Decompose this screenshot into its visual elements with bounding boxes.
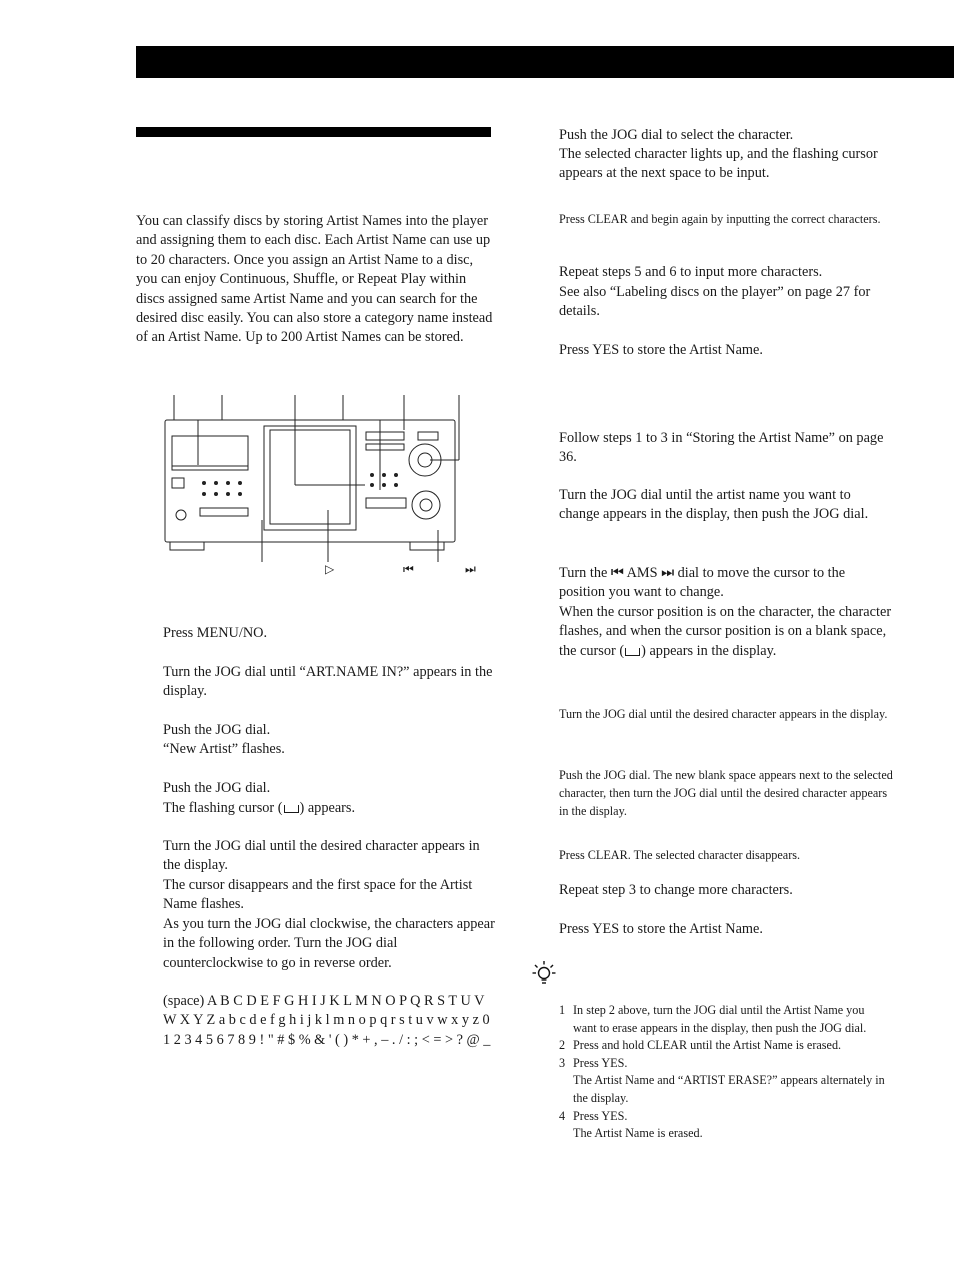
- change-step-3b: When the cursor position is on the character, the character flashes, and when the cursor position is on a blank space, the cursor ( ) appears in the display.: [559, 604, 892, 659]
- step-5c: As you turn the JOG dial clockwise, the characters appear in the following order. Turn the JOG dial counterclockwise to go in reverse order.: [163, 916, 495, 971]
- ams-next-icon: ⏭: [465, 562, 476, 576]
- step-4b: The flashing cursor ( ) appears.: [163, 800, 356, 816]
- change-step-1: Follow steps 1 to 3 in “Storing the Artist Name” on page 36.: [559, 430, 884, 466]
- change-step-2: Turn the JOG dial until the artist name you want to change appears in the display, then push the JOG dial.: [559, 487, 869, 523]
- change-step-5: Press YES to store the Artist Name.: [559, 921, 763, 937]
- tip-item: 1 In step 2 above, turn the JOG dial until the Artist Name you want to erase appears in the display, then push the JOG dial.: [559, 1003, 867, 1035]
- tip-item: 3 Press YES. The Artist Name and “ARTIST ERASE?” appears alternately in the display.: [559, 1055, 885, 1105]
- tip-item: 4 Press YES. The Artist Name is erased.: [559, 1108, 703, 1141]
- step-2: Turn the JOG dial until “ART.NAME IN?” appears in the display.: [163, 664, 493, 700]
- step-5b: The cursor disappears and the first space for the Artist Name flashes.: [163, 877, 473, 913]
- ams-next-icon: ⏭: [661, 565, 675, 581]
- step-7b: See also “Labeling discs on the player” on page 27 for details.: [559, 284, 871, 320]
- section-rule: [136, 127, 491, 137]
- player-illustration: [160, 390, 500, 580]
- step-3a: Push the JOG dial.: [163, 722, 271, 738]
- step-3b: “New Artist” flashes.: [163, 741, 285, 757]
- step-1: Press MENU/NO.: [163, 625, 268, 641]
- erase-tips: [559, 1002, 889, 1143]
- step-6b: The selected character lights up, and the flashing cursor appears at the next space to be input.: [559, 146, 878, 182]
- change-note-2: Push the JOG dial. The new blank space appears next to the selected character, then turn the JOG dial until the desired character appears in the display.: [559, 768, 893, 818]
- player-diagram: [160, 390, 500, 580]
- correction-note: Press CLEAR and begin again by inputting the correct characters.: [559, 212, 881, 226]
- play-symbol-icon: ▷: [325, 562, 335, 576]
- intro-paragraph: You can classify discs by storing Artist Names into the player and assigning them to each disc. Each Artist Name can use up to 20 characters. Once you assign an Artist Name to a disc, you can enjoy Continuous, Shuffle, or Repeat Play within discs assigned same Artist Name and you can search for the desired disc easily. You can also store a category name instead of an Artist Name. Up to 200 Artist Names can be stored.: [136, 213, 493, 346]
- change-step-4: Repeat step 3 to change more characters.: [559, 882, 793, 898]
- header-bar: [136, 46, 954, 78]
- cursor-icon: [625, 648, 640, 656]
- lightbulb-icon: [532, 960, 556, 986]
- ams-prev-icon: ⏮: [610, 565, 624, 581]
- step-8: Press YES to store the Artist Name.: [559, 342, 763, 358]
- tip-item: 2 Press and hold CLEAR until the Artist Name is erased.: [559, 1038, 842, 1053]
- step-7a: Repeat steps 5 and 6 to input more characters.: [559, 264, 823, 280]
- step-4a: Push the JOG dial.: [163, 780, 271, 796]
- character-list: (space) A B C D E F G H I J K L M N O P Q R S T U V W X Y Z a b c d e f g h i j k l m n o p q r s t u v w x y z 0 1 2 3 4 5 6 7 8 9 ! " # $ % & ' ( ) * + , – . / : ; < = > ? @ _: [163, 993, 491, 1048]
- step-5: Turn the JOG dial until the desired character appears in the display.: [163, 838, 480, 874]
- cursor-icon: [284, 805, 299, 813]
- step-6a: Push the JOG dial to select the character.: [559, 127, 794, 143]
- change-note-1: Turn the JOG dial until the desired character appears in the display.: [559, 707, 888, 721]
- change-note-3: Press CLEAR. The selected character disappears.: [559, 848, 801, 862]
- ams-prev-icon: ⏮: [403, 562, 414, 576]
- change-step-3: Turn the ⏮ AMS ⏭ dial to move the cursor to the position you want to change.: [559, 565, 846, 601]
